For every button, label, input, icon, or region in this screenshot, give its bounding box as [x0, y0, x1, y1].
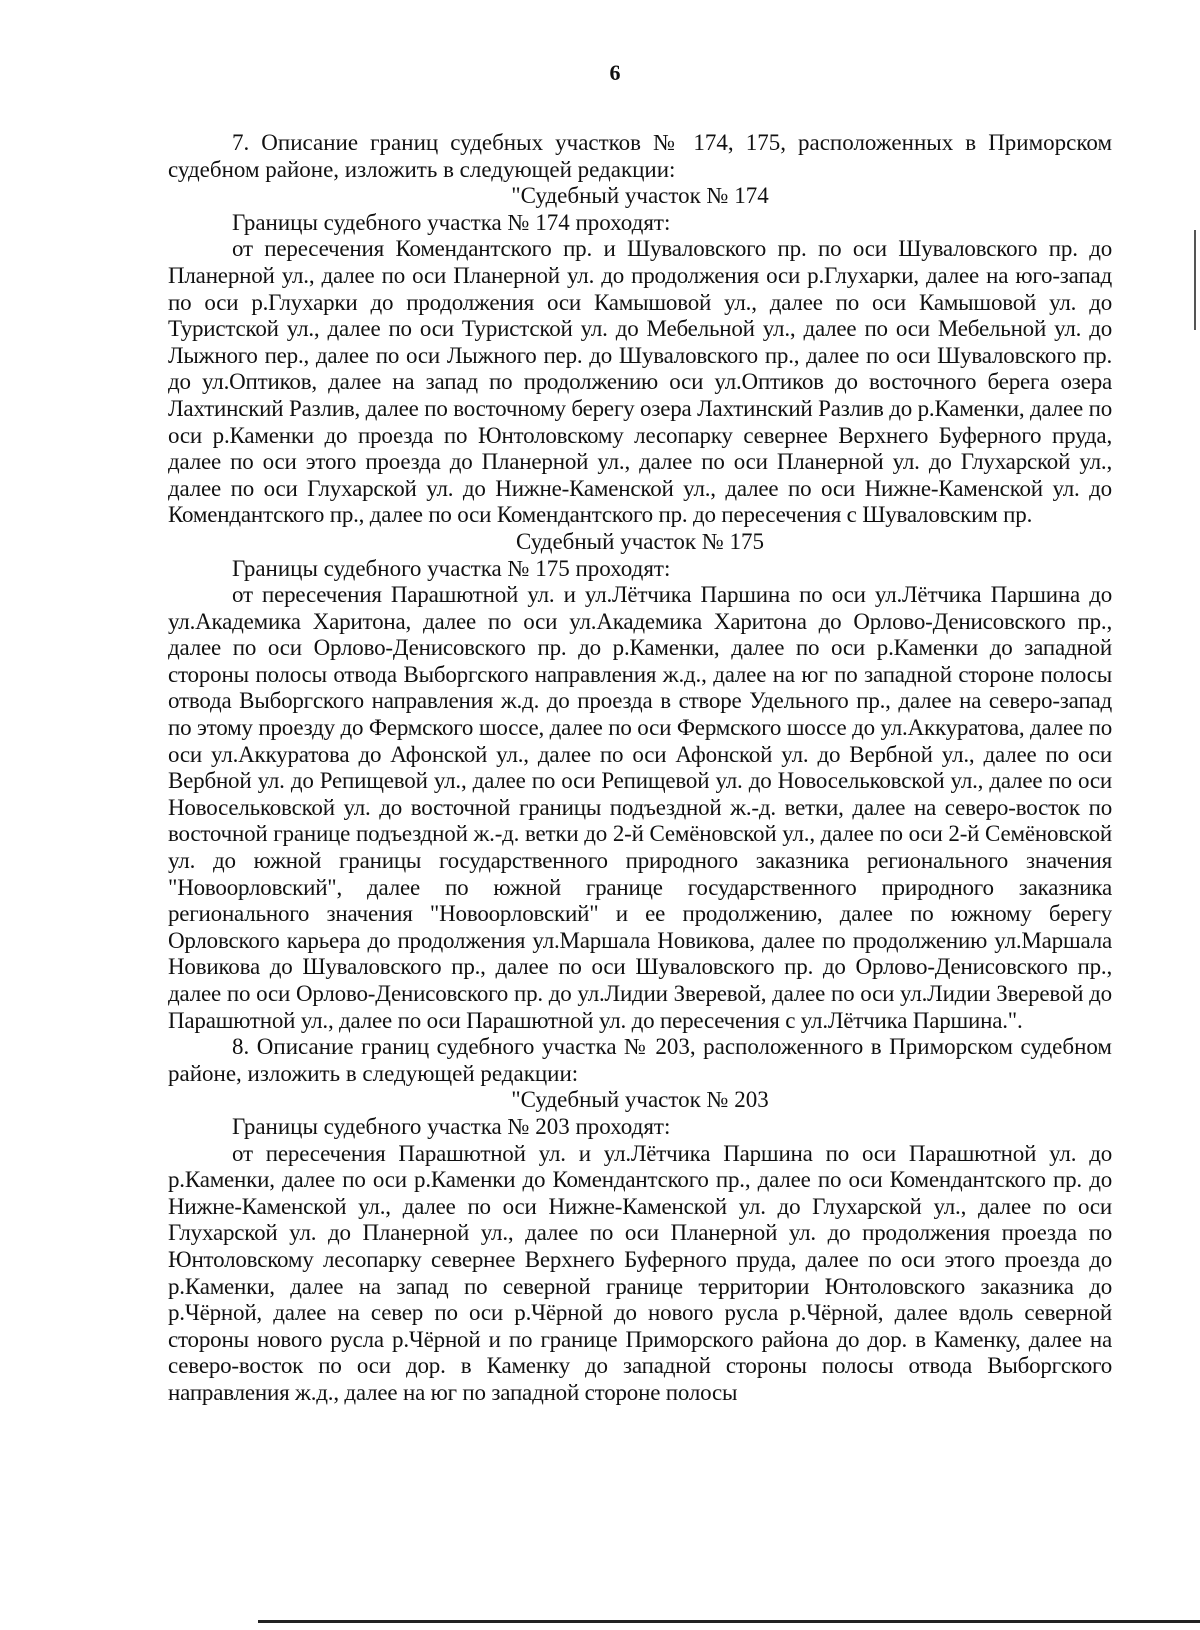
document-body	[168, 130, 1112, 1407]
plot-175-title: Судебный участок № 175	[515, 528, 765, 554]
plot-203-title: "Судебный участок № 203	[511, 1087, 769, 1113]
scan-edge-mark	[1194, 230, 1196, 330]
plot-175-boundaries-text: от пересечения Парашютной ул. и ул.Лётчика Паршина по оси ул.Лётчика Паршина до ул.Академика Харитона, далее по оси ул.Академика Харитона до Орлово-Денисовского пр., далее по оси Орлово-Денисовского пр. до р.Каменки, далее по оси р.Каменки до западной стороны полосы отвода Выборгского направления ж.д., далее на юг по западной стороне полосы отвода Выборгского направления ж.д. до проезда в створе Удельного пр., далее на северо-запад по этому проезду до Фермского шоссе, далее по оси Фермского шоссе до ул.Аккуратова, далее по оси ул.Аккуратова до Афонской ул., далее по оси Афонской ул. до Вербной ул., далее по оси Вербной ул. до Репищевой ул., далее по оси Репищевой ул. до Новосельковской ул., далее по оси Новосельковской ул. до восточной границы подъездной ж.-д. ветки, далее на северо-восток по восточной границе подъездной ж.-д. ветки до 2-й Семёновской ул., далее по оси 2-й Семёновской ул. до южной границы государственного природного заказника регионального значения "Новоорловский", далее по южной границе государственного природного заказника регионального значения "Новоорловский" и ее продолжению, далее по южному берегу Орловского карьера до продолжения ул.Маршала Новикова, далее по продолжению ул.Маршала Новикова до Шуваловского пр., далее по оси Шуваловского пр. до Орлово-Денисовского пр., далее по оси Орлово-Денисовского пр. до ул.Лидии Зверевой, далее по оси ул.Лидии Зверевой до Парашютной ул., далее по оси Парашютной ул. до пересечения с ул.Лётчика Паршина.".	[168, 582, 1112, 1033]
plot-175-boundaries-intro: Границы судебного участка № 175 проходят:	[232, 555, 671, 581]
plot-174-boundaries-intro: Границы судебного участка № 174 проходят:	[232, 209, 671, 235]
page-number: 6	[609, 60, 621, 85]
plot-203-boundaries-text: от пересечения Парашютной ул. и ул.Лётчика Паршина по оси Парашютной ул. до р.Каменки, далее по оси р.Каменки до Комендантского пр., далее по оси Комендантского пр. до Нижне-Каменской ул., далее по оси Нижне-Каменской ул. до Глухарской ул., далее по оси Глухарской ул. до Планерной ул., далее по оси Планерной ул. до продолжения проезда по Юнтоловскому лесопарку севернее Верхнего Буферного пруда, далее по оси этого проезда до р.Каменки, далее на запад по северной границе территории Юнтоловского заказника до р.Чёрной, далее на север по оси р.Чёрной до нового русла р.Чёрной, далее вдоль северной стороны нового русла р.Чёрной и по границе Приморского района до дор. в Каменку, далее на северо-восток по оси дор. в Каменку до западной стороны полосы отвода Выборгского направления ж.д., далее на юг по западной стороне полосы	[168, 1140, 1112, 1405]
section-8-heading: 8. Описание границ судебного участка № 203, расположенного в Приморском судебном районе, изложить в следующей редакции:	[168, 1034, 1112, 1086]
plot-203-boundaries-intro: Границы судебного участка № 203 проходят:	[232, 1113, 671, 1139]
plot-174-title: "Судебный участок № 174	[511, 183, 769, 209]
plot-174-boundaries-text: от пересечения Комендантского пр. и Шуваловского пр. по оси Шуваловского пр. до Планерной ул., далее по оси Планерной ул. до продолжения оси р.Глухарки, далее на юго-запад по оси р.Глухарки до продолжения оси Камышовой ул., далее по оси Камышовой ул. до Туристской ул., далее по оси Туристской ул. до Мебельной ул., далее по оси Мебельной ул. до Лыжного пер., далее по оси Лыжного пер. до Шуваловского пр., далее по оси Шуваловского пр. до ул.Оптиков, далее на запад по продолжению оси ул.Оптиков до восточного берега озера Лахтинский Разлив, далее по восточному берегу озера Лахтинский Разлив до р.Каменки, далее по оси р.Каменки до проезда по Юнтоловскому лесопарку севернее Верхнего Буферного пруда, далее по оси этого проезда до Планерной ул., далее по оси Планерной ул. до Глухарской ул., далее по оси Глухарской ул. до Нижне-Каменской ул., далее по оси Нижне-Каменской ул. до Комендантского пр., далее по оси Комендантского пр. до пересечения с Шуваловским пр.	[168, 236, 1112, 528]
section-7-heading: 7. Описание границ судебных участков № 174, 175, расположенных в Приморском судебном районе, изложить в следующей редакции:	[168, 130, 1112, 182]
scan-bottom-line	[258, 1620, 1200, 1623]
